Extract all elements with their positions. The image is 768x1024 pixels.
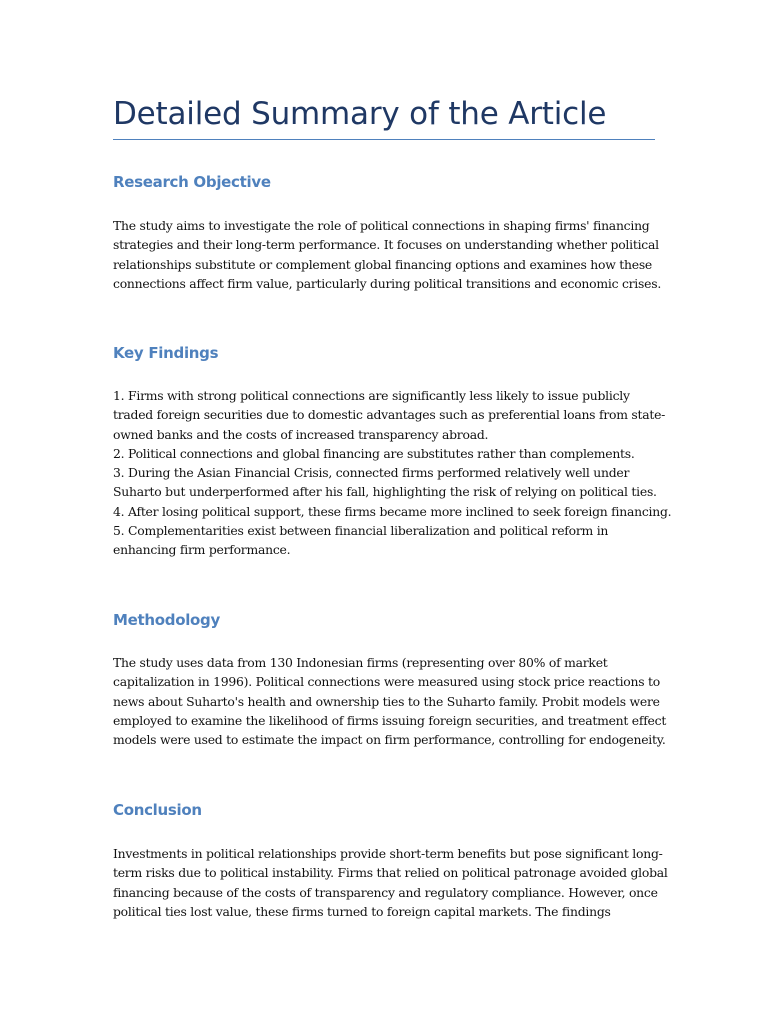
heading-methodology: Methodology [113, 611, 220, 629]
text-line: The study uses data from 130 Indonesian firms (representing over 80% of market [113, 655, 608, 670]
text-line: political ties lost value, these firms turned to foreign capital markets. The findings [113, 903, 611, 919]
text-line: employed to examine the likelihood of firms issuing foreign securities, and treatment effect [113, 712, 667, 728]
text-line: 4. After losing political support, these firms became more inclined to seek foreign financing. [113, 503, 672, 519]
text-line: term risks due to political instability. Firms that relied on political patronage avoided global [113, 865, 668, 881]
text-line: strategies and their long-term performance. It focuses on understanding whether political [113, 237, 659, 253]
text-line: 2. Political connections and global financing are substitutes rather than complements. [113, 445, 635, 461]
text-line: models were used to estimate the impact on firm performance, controlling for endogeneity. [113, 732, 666, 748]
paragraph-key-findings [113, 386, 672, 560]
heading-conclusion: Conclusion [113, 801, 202, 819]
text-line: enhancing firm performance. [113, 542, 291, 558]
text-line: The study aims to investigate the role of political connections in shaping firms' financing [113, 218, 650, 233]
paragraph-research-objective [113, 216, 662, 293]
paragraph-conclusion [113, 844, 668, 921]
heading-key-findings: Key Findings [113, 344, 219, 362]
text-line: connections affect firm value, particularly during political transitions and economic crises. [113, 275, 662, 291]
text-line: financing because of the costs of transparency and regulatory compliance. However, once [113, 884, 658, 900]
text-line: owned banks and the costs of increased transparency abroad. [113, 426, 489, 442]
text-line: Investments in political relationships provide short-term benefits but pose significant long- [113, 846, 663, 861]
text-line: traded foreign securities due to domestic advantages such as preferential loans from state- [113, 407, 666, 423]
text-line: 5. Complementarities exist between financial liberalization and political reform in [113, 523, 609, 539]
text-line: 3. During the Asian Financial Crisis, connected firms performed relatively well under [113, 465, 630, 481]
text-line: capitalization in 1996). Political connections were measured using stock price reactions to [113, 674, 660, 690]
text-line: Suharto but underperformed after his fall, highlighting the risk of relying on political ties. [113, 484, 657, 500]
document-title: Detailed Summary of the Article [113, 96, 607, 132]
title-underline [113, 139, 655, 140]
text-line: 1. Firms with strong political connections are significantly less likely to issue publicly [113, 388, 630, 403]
text-line: relationships substitute or complement global financing options and examines how these [113, 256, 653, 272]
paragraph-methodology [113, 653, 667, 749]
heading-research-objective: Research Objective [113, 173, 271, 191]
text-line: news about Suharto's health and ownership ties to the Suharto family. Probit models were [113, 693, 660, 709]
